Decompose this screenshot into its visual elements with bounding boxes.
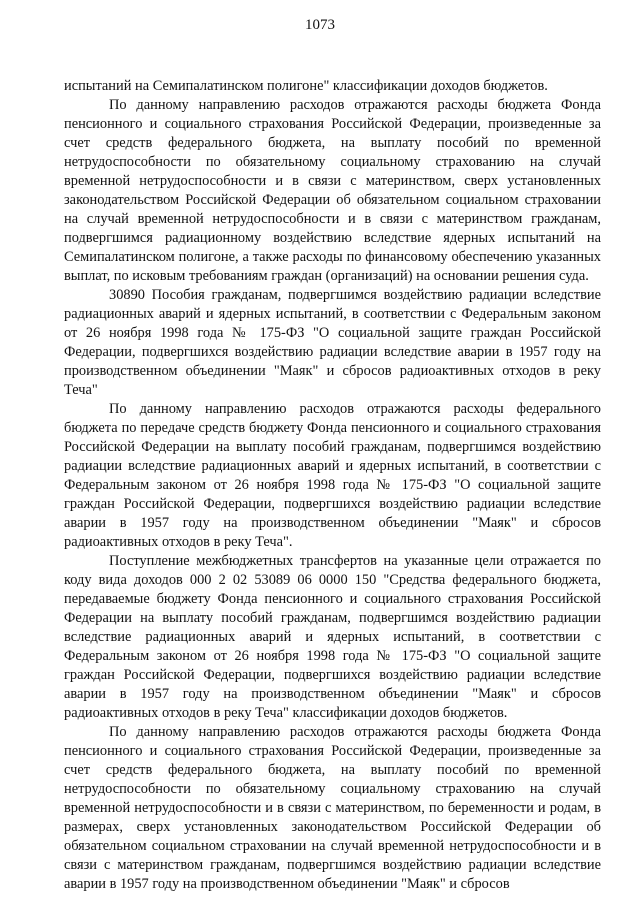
paragraph-continuation: испытаний на Семипалатинском полигоне" классификации доходов бюджетов. <box>64 78 548 94</box>
paragraph: По данному направлению расходов отражаются расходы федерального бюджета по передаче средств бюджету Фонда пенсионного и социального страхования Российской Федерации на выплату пособий гражданам, подвергшимся воздействию радиации вследствие радиационных аварий и ядерных испытаний, в соответствии с Федеральным законом от 26 ноября 1998 года № 175-ФЗ "О социальной защите граждан Российской Федерации, подвергшихся воздействию радиации вследствие аварии в 1957 году на производственном объединении "Маяк" и сбросов радиоактивных отходов в реку Теча". <box>64 401 601 550</box>
paragraph-code-30890: 30890 Пособия гражданам, подвергшимся воздействию радиации вследствие радиационных аварий и ядерных испытаний, в соответствии с Федеральным законом от 26 ноября 1998 года № 175-ФЗ "О социальной защите граждан Российской Федерации, подвергшихся воздействию радиации вследствие аварии в 1957 году на производственном объединении "Маяк" и сбросов радиоактивных отходов в реку Теча" <box>64 287 601 398</box>
paragraph-income-code: Поступление межбюджетных трансфертов на указанные цели отражается по коду вида доходов 000 2 02 53089 06 0000 150 "Средства федерального бюджета, передаваемые бюджету Фонда пенсионного и социального страхования Российской Федерации на выплату пособий гражданам, подвергшимся воздействию радиации вследствие радиационных аварий и ядерных испытаний, в соответствии с Федеральным законом от 26 ноября 1998 года № 175-ФЗ "О социальной защите граждан Российской Федерации, подвергшихся воздействию радиации вследствие аварии в 1957 году на производственном объединении "Маяк" и сбросов радиоактивных отходов в реку Теча" классификации доходов бюджетов. <box>64 553 601 721</box>
document-body <box>64 77 601 894</box>
paragraph: По данному направлению расходов отражаются расходы бюджета Фонда пенсионного и социального страхования Российской Федерации, произведенные за счет средств федерального бюджета, на выплату пособий по временной нетрудоспособности по обязательному социальному страхованию на случай временной нетрудоспособности и в связи с материнством, по беременности и родам, в размерах, сверх установленных законодательством Российской Федерации об обязательном социальном страховании на случай временной нетрудоспособности и в связи с материнством гражданам, подвергшимся воздействию радиации вследствие аварии в 1957 году на производственном объединении "Маяк" и сбросов <box>64 724 601 892</box>
paragraph: По данному направлению расходов отражаются расходы бюджета Фонда пенсионного и социального страхования Российской Федерации, произведенные за счет средств федерального бюджета, на выплату пособий по временной нетрудоспособности по обязательному социальному страхованию на случай временной нетрудоспособности и в связи с материнством, сверх установленных законодательством Российской Федерации об обязательном социальном страховании на случай временной нетрудоспособности и в связи с материнством гражданам, подвергшимся радиационному воздействию вследствие ядерных испытаний на Семипалатинском полигоне, а также расходы по финансовому обеспечению указанных выплат, по исковым требованиям граждан (организаций) на основании решения суда. <box>64 97 601 284</box>
page-number: 1073 <box>305 17 335 33</box>
